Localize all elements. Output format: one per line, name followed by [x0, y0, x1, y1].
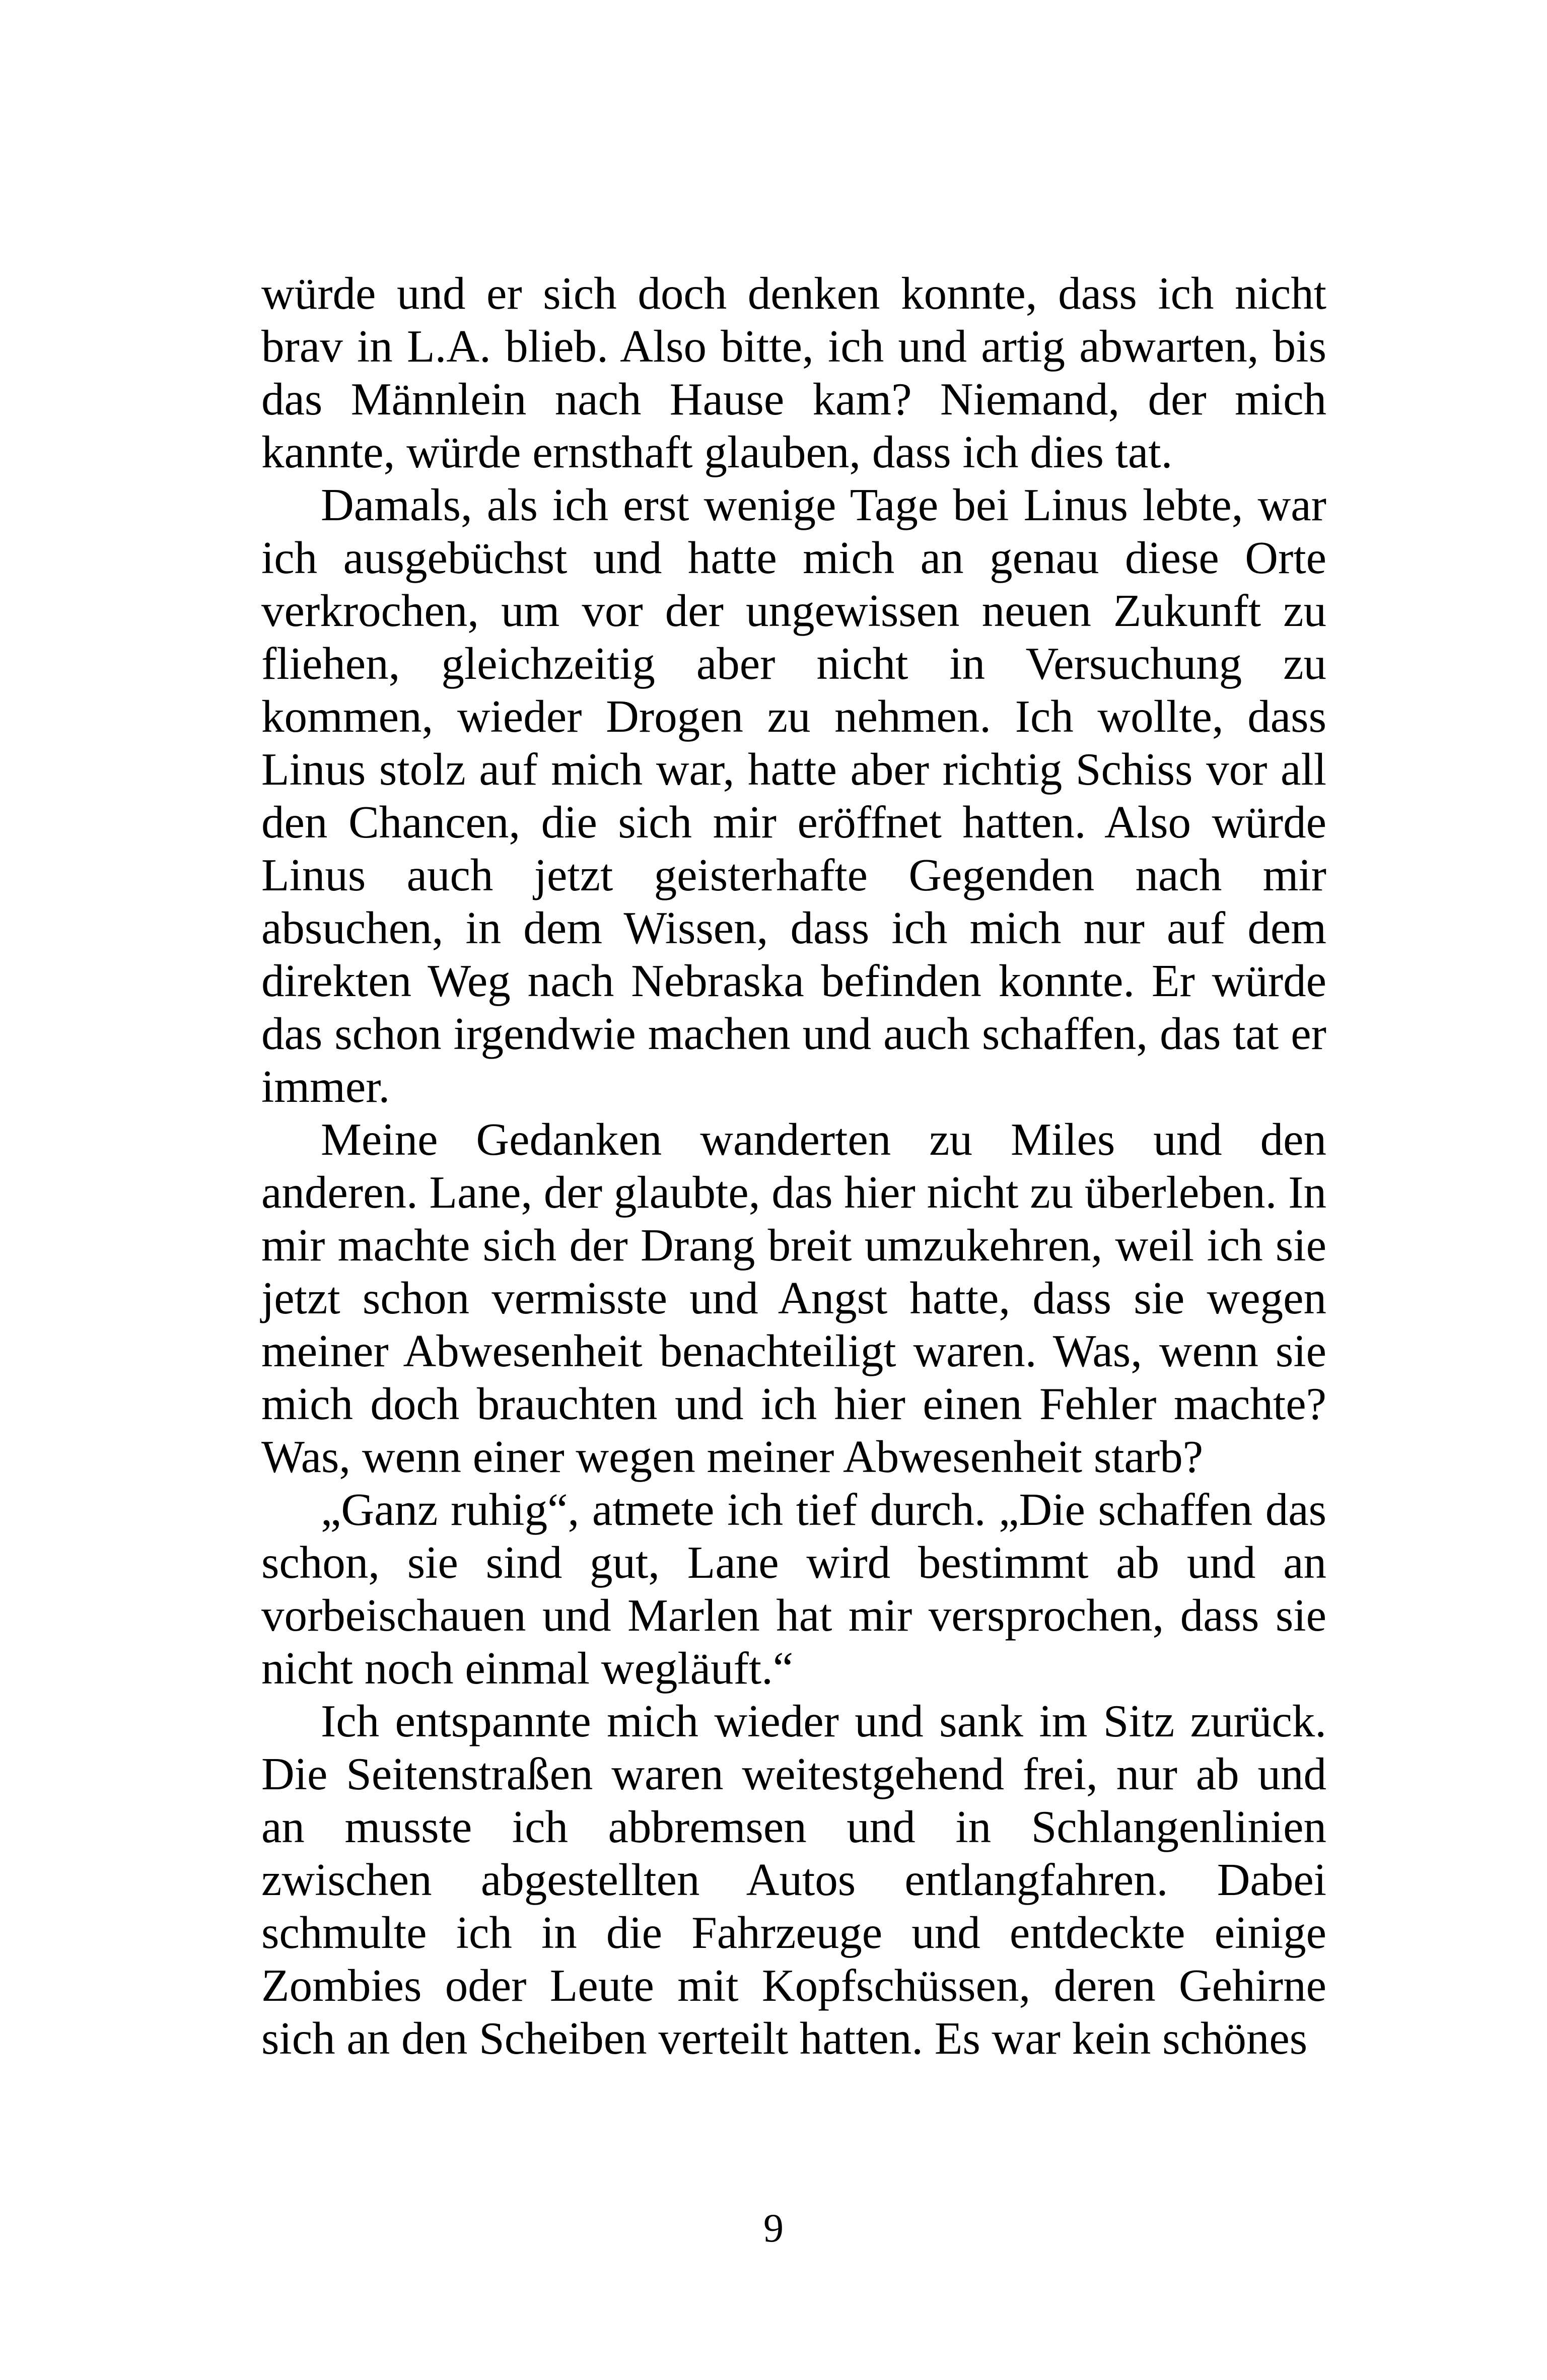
paragraph: Meine Gedanken wanderten zu Miles und den anderen. Lane, der glaubte, das hier nicht zu überleben. In mir machte sich der Drang breit umzukehren, weil ich sie jetzt schon vermisste und Angst hatte, dass sie wegen meiner Abwesenheit benachteiligt waren. Was, wenn sie mich doch brauchten und ich hier einen Fehler machte? Was, wenn einer wegen meiner Abwesenheit starb? — [261, 1114, 1326, 1482]
paragraph: „Ganz ruhig“, atmete ich tief durch. „Die schaffen das schon, sie sind gut, Lane wird bestimmt ab und an vorbeischauen und Marlen hat mir versprochen, dass sie nicht noch einmal wegläuft.“ — [261, 1484, 1326, 1694]
body-text — [261, 267, 1326, 2065]
page-number: 9 — [763, 2206, 784, 2251]
paragraph: Ich entspannte mich wieder und sank im Sitz zurück. Die Seitenstraßen waren weitestgehend frei, nur ab und an musste ich abbremsen und in Schlangenlinien zwischen abgestellten Autos entlangfahren. Dabei schmulte ich in die Fahrzeuge und entdeckte einige Zombies oder Leute mit Kopfschüssen, deren Gehirne sich an den Scheiben verteilt hatten. Es war kein schönes — [261, 1696, 1326, 2064]
paragraph: Damals, als ich erst wenige Tage bei Linus lebte, war ich ausgebüchst und hatte mich an genau diese Orte verkrochen, um vor der ungewissen neuen Zukunft zu fliehen, gleichzeitig aber nicht in Versuchung zu kommen, wieder Drogen zu nehmen. Ich wollte, dass Linus stolz auf mich war, hatte aber richtig Schiss vor all den Chancen, die sich mir eröffnet hatten. Also würde Linus auch jetzt geisterhafte Gegenden nach mir absuchen, in dem Wissen, dass ich mich nur auf dem direkten Weg nach Nebraska befinden konnte. Er würde das schon irgendwie machen und auch schaffen, das tat er immer. — [261, 479, 1326, 1112]
paragraph-continued: würde und er sich doch denken konnte, dass ich nicht brav in L.A. blieb. Also bitte, ich und artig abwarten, bis das Männlein nach Hause kam? Niemand, der mich kannte, würde ernsthaft glauben, dass ich dies tat. — [261, 268, 1326, 477]
